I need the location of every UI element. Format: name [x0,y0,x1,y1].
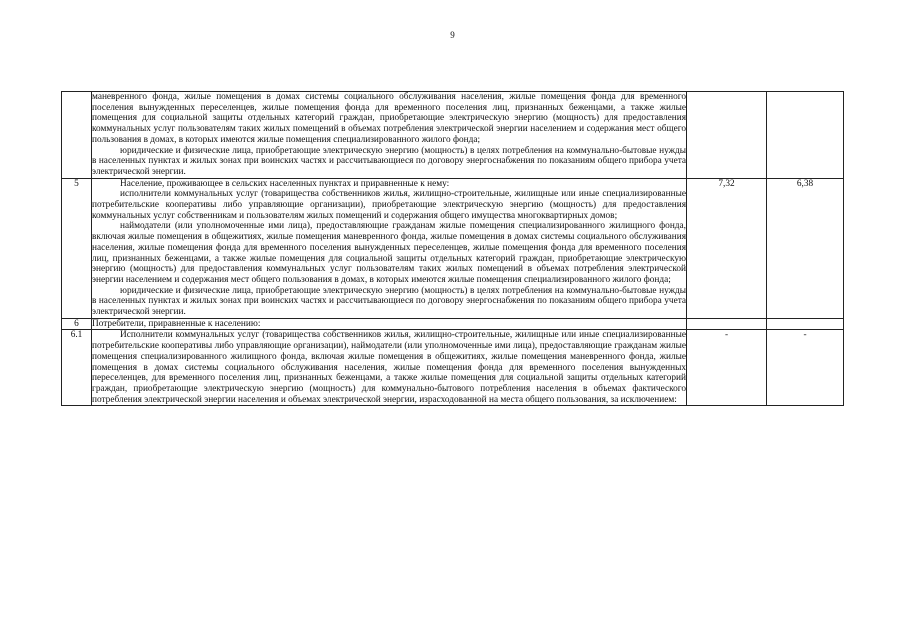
row-number: 6.1 [62,330,92,406]
row-description [92,92,687,179]
paragraph: Население, проживающее в сельских населенных пунктах и приравненные к нему: [120,178,450,189]
paragraph: юридические и физические лица, приобретающие электрическую энергию (мощность) в целях потребления на коммунально-бытовые нужды в населенных пунктах и жилых зонах при воинских частях и рассчитывающиеся по договору энергоснабжения по показаниям общего прибора учета электрической энергии. [92,145,686,177]
value-cell-2 [767,318,844,330]
row-number: 6 [62,318,92,330]
table-row [62,92,844,179]
row-description [92,330,687,406]
value-cell-1: 7,32 [687,178,767,318]
table-row [62,178,844,318]
paragraph: наймодатели (или уполномоченные ими лица), предоставляющие гражданам жилые помещения специализированного жилищного фонда, включая жилые помещения в общежитиях, жилые помещения маневренного фонда, жилые помещения в домах системы социального обслуживания населения, жилые помещения фонда для временного поселения вынужденных переселенцев, жилые помещения фонда для временного поселения лиц, признанных беженцами, а также жилые помещения для социальной защиты отдельных категорий граждан, приобретающие электрическую энергию (мощность) для предоставления коммунальных услуг пользователям таких жилых помещений в объемах потребления электрической энергии населением и содержания мест общего пользования в домах, в которых имеются жилые помещения специализированного жилого фонда; [92,221,686,285]
paragraph: маневренного фонда, жилые помещения в домах системы социального обслуживания населения, жилые помещения фонда для временного поселения вынужденных переселенцев, жилые помещения фонда для временного поселения лиц, признанных беженцами, а также жилые помещения для социальной защиты отдельных категорий граждан, приобретающие электрическую энергию (мощность) для предоставления коммунальных услуг пользователям таких жилых помещений в объемах потребления электрической энергии населением и содержания мест общего пользования в домах, в которых имеются жилые помещения специализированного жилого фонда; [92,92,686,145]
value-cell-2 [767,92,844,179]
value-cell-1 [687,92,767,179]
table-row [62,330,844,406]
paragraph: юридические и физические лица, приобретающие электрическую энергию (мощность) в целях потребления на коммунально-бытовые нужды в населенных пунктах и жилых зонах при воинских частях и рассчитывающиеся по договору энергоснабжения по показаниям общего прибора учета электрической энергии. [92,285,686,318]
value-cell-2: - [767,330,844,406]
value-cell-1: - [687,330,767,406]
tariff-table [61,91,844,406]
row-description [92,318,687,330]
paragraph: исполнители коммунальных услуг (товарищества собственников жилья, жилищно-строительные, жилищные или иные специализированные потребительские кооперативы либо управляющие организации), приобретающие электрическую энергию (мощность) для предоставления коммунальных услуг собственникам и пользователям жилых помещений и содержания общего имущества многоквартирных домов; [92,189,686,221]
paragraph: Потребители, приравненные к населению: [92,318,261,329]
value-cell-1 [687,318,767,330]
value-cell-2: 6,38 [767,178,844,318]
page-number: 9 [450,30,455,40]
row-number: 5 [62,178,92,318]
row-number [62,92,92,179]
row-description [92,178,687,318]
table-row [62,318,844,330]
paragraph: Исполнители коммунальных услуг (товарищества собственников жилья, жилищно-строительные, жилищные или иные специализированные потребительские кооперативы либо управляющие организации), наймодатели (или уполномоченные ими лица), предоставляющие гражданам жилые помещения специализированного жилищного фонда, включая жилые помещения в общежитиях, жилые помещения маневренного фонда, жилые помещения в домах системы социального обслуживания населения, жилые помещения фонда для временного поселения вынужденных переселенцев, для временного поселения лиц, признанных беженцами, а также жилые помещения для социальной защиты отдельных категорий граждан, приобретающие электрическую энергию (мощность) для коммунально-бытового потребления населения в объемах фактического потребления электрической энергии населения и объемах электрической энергии, израсходованной на места общего пользования, за исключением: [92,330,686,405]
